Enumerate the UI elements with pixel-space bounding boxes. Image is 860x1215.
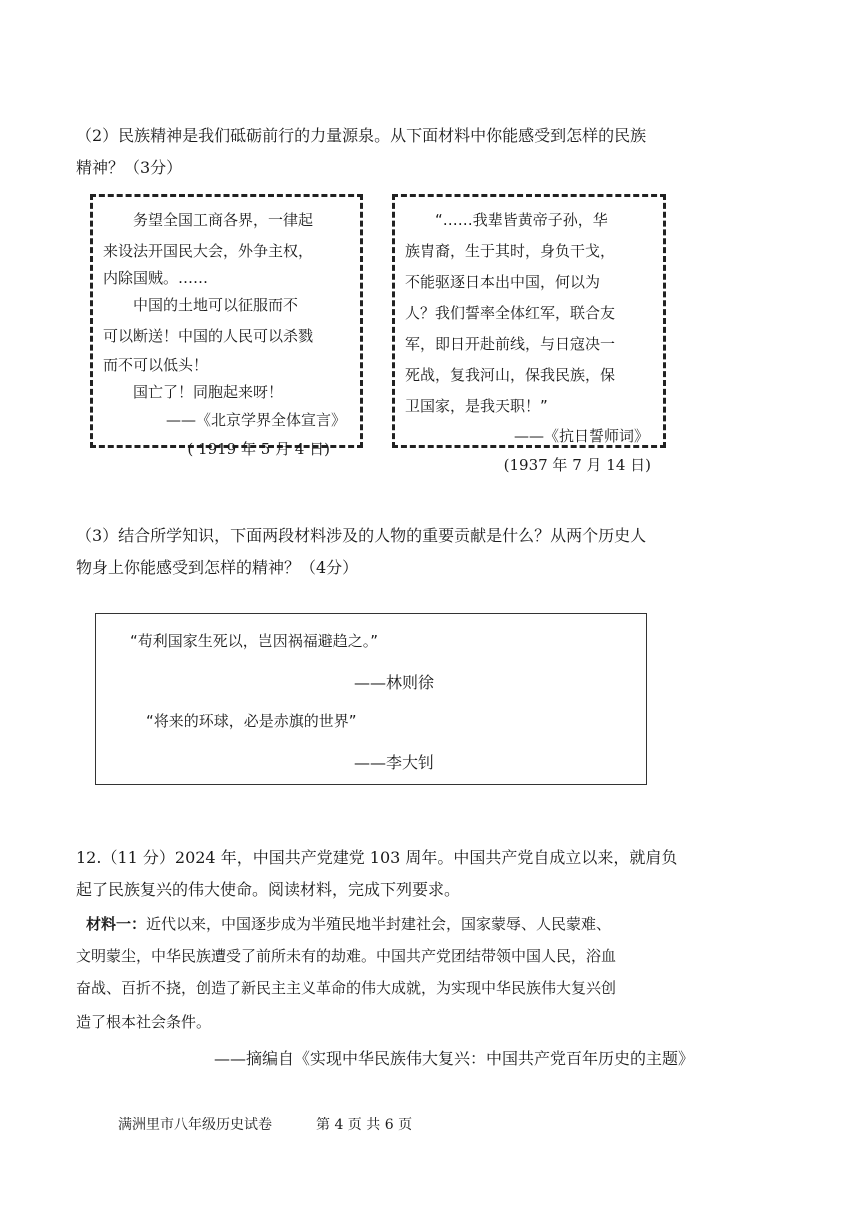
material-1-line-3: 奋战、百折不挠，创造了新民主主义革命的伟大成就，为实现中华民族伟大复兴创 bbox=[76, 979, 617, 997]
footer-exam-title: 满洲里市八年级历史试卷 bbox=[118, 1117, 272, 1133]
quote-author-li-dazhao: ——李大钊 bbox=[354, 753, 435, 772]
box2-text-line: 族胄裔，生于其时，身负干戈， bbox=[405, 242, 616, 260]
material-1-text: 近代以来，中国逐步成为半殖民地半封建社会，国家蒙辱、人民蒙难、 bbox=[146, 915, 612, 933]
box1-source: ——《北京学界全体宣言》 bbox=[165, 411, 346, 429]
box2-text-line: 卫国家，是我天职！” bbox=[405, 397, 548, 415]
question-12-line-1: 12.（11 分）2024 年，中国共产党建党 103 周年。中国共产党自成立以来，就肩负 bbox=[76, 848, 678, 867]
box2-text-line: 死战，复我河山，保我民族，保 bbox=[405, 366, 616, 384]
material-1-line-1 bbox=[86, 914, 716, 934]
box2-text-line: 人？我们誓率全体红军，联合友 bbox=[405, 304, 616, 322]
box1-date: ( 1919 年 5 月 4 日) bbox=[187, 440, 330, 458]
material-box-beijing-declaration bbox=[90, 194, 363, 458]
box2-text-line: 军，即日开赴前线，与日寇决一 bbox=[405, 335, 616, 353]
question-2-line-1: （2）民族精神是我们砥砺前行的力量源泉。从下面材料中你能感受到怎样的民族 bbox=[76, 126, 647, 145]
box2-text-line: “……我辈皆黄帝子孙，华 bbox=[435, 211, 608, 229]
box2-text-line: 不能驱逐日本出中国，何以为 bbox=[405, 273, 601, 291]
question-3-line-1: （3）结合所学知识，下面两段材料涉及的人物的重要贡献是什么？从两个历史人 bbox=[76, 526, 647, 545]
box1-text-line: 来设法开国民大会，外争主权， bbox=[103, 242, 314, 260]
box1-text-line: 国亡了！同胞起来呀！ bbox=[133, 383, 284, 401]
page-footer bbox=[118, 1114, 412, 1134]
box2-source: ——《抗日誓师词》 bbox=[513, 427, 649, 445]
question-3-line-2: 物身上你能感受到怎样的精神？（4分） bbox=[76, 558, 359, 577]
box1-text-line: 内除国贼。…… bbox=[103, 269, 209, 287]
question-12-line-2: 起了民族复兴的伟大使命。阅读材料，完成下列要求。 bbox=[76, 880, 461, 899]
question-2-line-2: 精神？（3分） bbox=[76, 158, 183, 177]
box1-text-line: 可以断送！中国的人民可以杀戮 bbox=[103, 327, 314, 345]
material-1-label: 材料一： bbox=[86, 915, 147, 933]
box1-text-line: 中国的土地可以征服而不 bbox=[133, 296, 299, 314]
quote-li-dazhao: “将来的环球，必是赤旗的世界” bbox=[146, 712, 357, 730]
material-1-line-4: 造了根本社会条件。 bbox=[76, 1013, 212, 1031]
footer-page-number: 第 4 页 共 6 页 bbox=[316, 1117, 413, 1133]
box1-text-line: 务望全国工商各界，一律起 bbox=[133, 211, 314, 229]
material-box-anti-japanese-oath bbox=[392, 194, 666, 474]
quote-author-lin-zexu: ——林则徐 bbox=[354, 673, 435, 692]
box2-date: (1937 年 7 月 14 日) bbox=[503, 456, 651, 474]
material-1-source: ——摘编自《实现中华民族伟大复兴：中国共产党百年历史的主题》 bbox=[213, 1049, 694, 1068]
box1-text-line: 而不可以低头！ bbox=[103, 356, 209, 374]
material-1-line-2: 文明蒙尘，中华民族遭受了前所未有的劫难。中国共产党团结带领中国人民，浴血 bbox=[76, 947, 617, 965]
quotes-box bbox=[95, 613, 647, 785]
quote-lin-zexu: “苟利国家生死以，岂因祸福避趋之。” bbox=[130, 632, 379, 650]
